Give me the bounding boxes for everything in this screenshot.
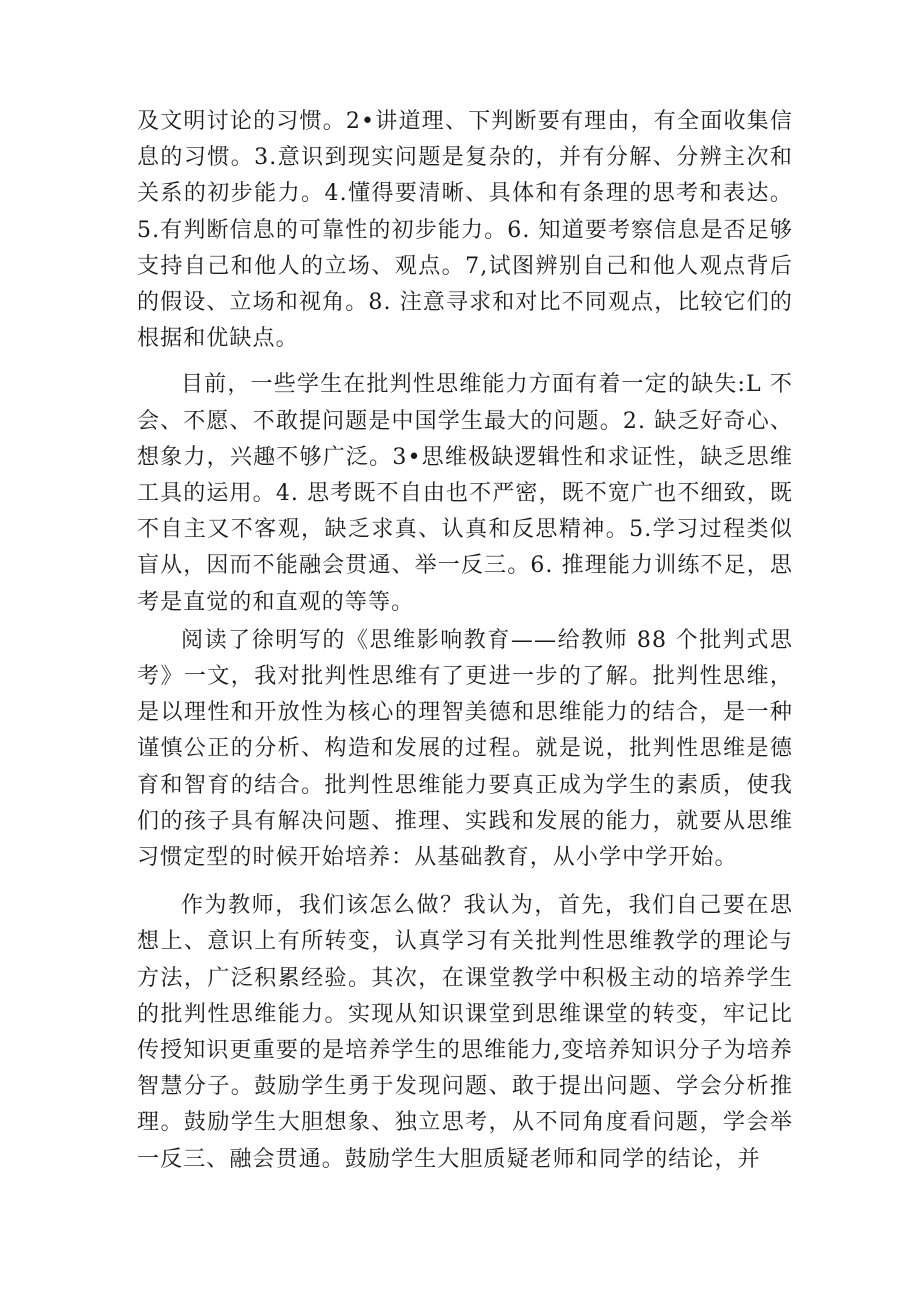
paragraph-teacher-actions: 作为教师，我们该怎么做？我认为，首先，我们自己要在思想上、意识上有所转变，认真学习有关批判性思维教学的理论与方法，广泛积累经验。其次，在课堂教学中积极主动的培养学生的批判性思维能力。实现从知识课堂到思维课堂的转变，牢记比传授知识更重要的是培养学生的思维能力,变培养知识分子为培养智慧分子。鼓励学生勇于发现问题、敢于提出问题、学会分析推理。鼓励学生大胆想象、独立思考，从不同角度看问题，学会举一反三、融会贯通。鼓励学生大胆质疑老师和同学的结论，并: [137, 893, 793, 1172]
document-body: [137, 104, 793, 1178]
paragraph-reading-reflection: 阅读了徐明写的《思维影响教育——给教师 88 个批判式思考》一文，我对批判性思维有了更进一步的了解。批判性思维，是以理性和开放性为核心的理智美德和思维能力的结合，是一种谨慎公正的分析、构造和发展的过程。就是说，批判性思维是德育和智育的结合。批判性思维能力要真正成为学生的素质，使我们的孩子具有解决问题、推理、实践和发展的能力，就要从思维习惯定型的时候开始培养：从基础教育，从小学中学开始。: [137, 627, 793, 871]
paragraph-continued: 及文明讨论的习惯。2•讲道理、下判断要有理由，有全面收集信息的习惯。3.意识到现实问题是复杂的，并有分解、分辨主次和关系的初步能力。4.懂得要清晰、具体和有条理的思考和表达。5.有判断信息的可靠性的初步能力。6. 知道要考察信息是否足够支持自己和他人的立场、观点。7,试图辨别自己和他人观点背后的假设、立场和视角。8. 注意寻求和对比不同观点，比较它们的根据和优缺点。: [137, 109, 793, 352]
paragraph-student-deficiencies: 目前，一些学生在批判性思维能力方面有着一定的缺失:L 不会、不愿、不敢提问题是中国学生最大的问题。2. 缺乏好奇心、想象力，兴趣不够广泛。3•思维极缺逻辑性和求证性，缺乏思维工具的运用。4. 思考既不自由也不严密，既不宽广也不细致，既不自主又不客观，缺乏求真、认真和反思精神。5.学习过程类似盲从，因而不能融会贯通、举一反三。6. 推理能力训练不足，思考是直觉的和直观的等等。: [137, 372, 793, 615]
